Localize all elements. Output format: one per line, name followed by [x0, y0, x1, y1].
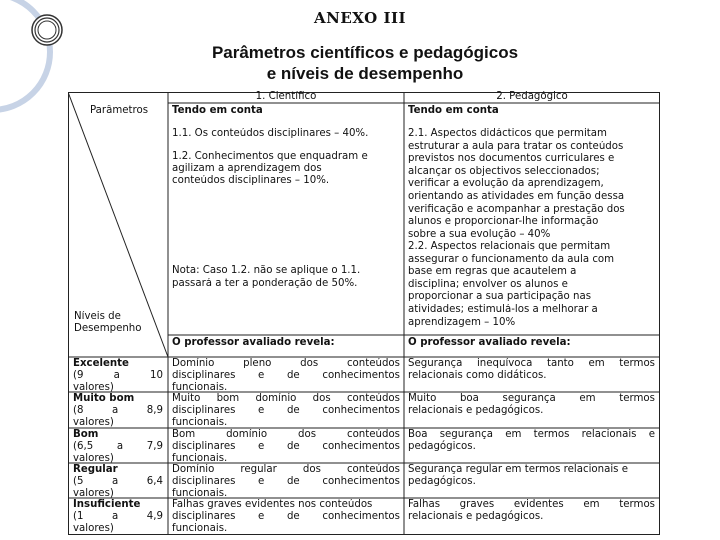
pedagogical-line-word: relacionais	[581, 429, 637, 440]
pedagogical-line	[408, 429, 655, 441]
scientific-criterion-1-2-line-2: agilizam a aprendizagem dos	[172, 163, 322, 174]
scientific-line: funcionais.	[172, 522, 228, 534]
pedagogical-line: pedagógicos.	[408, 440, 476, 452]
level-name: Muito bom	[73, 393, 135, 404]
level-insuficiente-label	[73, 499, 163, 534]
level-range-word: a	[112, 404, 119, 416]
scientific-line-word: conhecimentos	[322, 475, 400, 487]
pedagogical-criterion-2-1-line-7: alunos e proporcionar-lhe informação	[408, 216, 599, 228]
pedagogical-criterion-2-1-line-5: orientando as atividades em função dessa	[408, 191, 625, 202]
pedagogical-line-word: termos	[619, 358, 655, 369]
level-regular-label	[73, 464, 163, 499]
scientific-line-word: e	[258, 369, 265, 381]
scientific-line	[172, 511, 400, 523]
scientific-line-word: de	[286, 404, 300, 416]
pedagogical-criterion-2-2-line-5: atividades; estimulá-los a melhorar a	[408, 304, 598, 315]
scientific-line-word: conteúdos	[346, 429, 400, 440]
scientific-line-word: Domínio	[172, 464, 215, 475]
scientific-line-word: conteúdos	[346, 393, 400, 404]
pedagogical-line: relacionais como didáticos.	[408, 369, 547, 381]
level-insuficiente-pedagogical	[408, 499, 655, 523]
pedagogical-line-word: graves	[459, 499, 495, 510]
level-insuficiente-scientific	[172, 499, 400, 534]
scientific-line	[172, 405, 400, 417]
pedagogical-criterion-2-2-line-6: aprendizagem – 10%	[408, 316, 516, 328]
level-range-word: a	[113, 369, 120, 381]
level-range	[73, 476, 163, 488]
pedagogical-tendo-em-conta: Tendo em conta	[408, 105, 499, 116]
pedagogical-line-word: termos	[533, 429, 570, 440]
level-muito-bom-pedagogical	[408, 393, 655, 417]
pedagogical-line-word: em	[588, 358, 605, 369]
scientific-line-word: disciplinares	[172, 475, 236, 487]
level-range-unit: valores)	[73, 381, 114, 393]
scientific-line: funcionais.	[172, 416, 228, 428]
pedagogical-criterion-2-1-line-2: previstos nos documentos curriculares e	[408, 153, 615, 165]
scientific-line-word: domínio	[226, 429, 268, 440]
scientific-line-word: Muito	[172, 393, 201, 404]
level-range-word: (1	[73, 510, 84, 522]
scientific-line-word: e	[258, 404, 265, 416]
level-range-unit: valores)	[73, 416, 114, 428]
corner-levels-label-1: Níveis de	[74, 311, 121, 322]
scientific-line-word: de	[286, 510, 300, 522]
pedagogical-criterion-2-2-line-3: disciplina; envolver os alunos e	[408, 278, 568, 290]
scientific-line-word: dos	[298, 429, 317, 440]
level-excelente-pedagogical	[408, 358, 655, 382]
scientific-line: funcionais.	[172, 452, 228, 464]
scientific-criterion-1-2-line-3: conteúdos disciplinares – 10%.	[172, 175, 330, 186]
pedagogical-line-word: em	[583, 499, 600, 510]
level-bom-label	[73, 429, 163, 464]
scientific-line	[172, 476, 400, 488]
parameters-table	[68, 92, 660, 535]
scientific-line	[172, 441, 400, 453]
pedagogical-line: relacionais e pedagógicos.	[408, 510, 544, 522]
scientific-reveals-label: O professor avaliado revela:	[172, 337, 335, 348]
pedagogical-line-word: em	[579, 393, 596, 404]
pedagogical-criterion-2-2-line-2: base em regras que acautelem a	[408, 266, 577, 278]
level-name: Excelente	[73, 358, 129, 369]
pedagogical-criterion-2-2-title: 2.2. Aspectos relacionais que permitam	[408, 241, 611, 252]
pedagogical-line-word: tanto	[546, 358, 574, 369]
scientific-line-word: regular	[240, 464, 277, 475]
scientific-note-line-1: Nota: Caso 1.2. não se aplique o 1.1.	[172, 265, 361, 276]
level-range-unit: valores)	[73, 522, 114, 534]
scientific-line-word: disciplinares	[172, 369, 236, 381]
level-name: Regular	[73, 464, 118, 475]
pedagogical-criterion-2-1-line-1: estruturar a aula para tratar os conteúdos	[408, 140, 624, 152]
scientific-line-word: disciplinares	[172, 510, 236, 522]
pedagogical-line-word: e	[648, 429, 655, 440]
pedagogical-line-word: inequívoca	[476, 358, 533, 369]
scientific-line-word: de	[286, 440, 300, 452]
scientific-line-word: de	[286, 369, 300, 381]
level-range-word: 4,9	[146, 510, 163, 522]
scientific-line-word: domínio	[255, 393, 297, 404]
scientific-line-word: pleno	[243, 358, 272, 369]
scientific-note-line-2: passará a ter a ponderação de 50%.	[172, 278, 358, 289]
scientific-line: funcionais.	[172, 381, 228, 393]
level-muito-bom-label	[73, 393, 163, 428]
level-range-word: 7,9	[146, 440, 163, 452]
pedagogical-criterion-2-2-line-4: proporcionar a sua participação nas	[408, 291, 592, 303]
level-range	[73, 370, 163, 382]
level-bom-pedagogical	[408, 429, 655, 453]
level-range	[73, 511, 163, 523]
pedagogical-line: Segurança regular em termos relacionais e	[408, 464, 629, 475]
scientific-line-word: dos	[302, 464, 321, 475]
pedagogical-line-word: Falhas	[408, 499, 441, 510]
pedagogical-line-word: termos	[619, 393, 655, 404]
annex-label: ANEXO III	[314, 9, 406, 27]
level-regular-scientific	[172, 464, 400, 499]
scientific-line-word: conhecimentos	[322, 369, 400, 381]
level-range-word: a	[112, 510, 119, 522]
page-title	[0, 42, 720, 84]
pedagogical-reveals-label: O professor avaliado revela:	[408, 337, 571, 348]
level-excelente-label	[73, 358, 163, 393]
level-range-word: (6,5	[73, 440, 94, 452]
level-bom-scientific	[172, 429, 400, 464]
pedagogical-line-word: boa	[459, 393, 479, 404]
scientific-line-word: dos	[300, 358, 319, 369]
pedagogical-line	[408, 499, 655, 511]
pedagogical-line: relacionais e pedagógicos.	[408, 404, 544, 416]
col-heading-scientific: 1. Científico	[255, 91, 317, 102]
pedagogical-line-word: segurança	[439, 429, 493, 440]
level-excelente-scientific	[172, 358, 400, 393]
level-regular-pedagogical	[408, 464, 655, 488]
level-name: Bom	[73, 429, 99, 440]
corner-parameters-label: Parâmetros	[90, 105, 149, 116]
pedagogical-line-word: Boa	[408, 429, 428, 440]
pedagogical-line	[408, 358, 655, 370]
scientific-line-word: conhecimentos	[322, 510, 400, 522]
pedagogical-criterion-2-1-line-8: sobre a sua evolução – 40%	[408, 228, 551, 240]
scientific-line-word: conteúdos	[346, 464, 400, 475]
level-range-unit: valores)	[73, 452, 114, 464]
corner-levels-label-2: Desempenho	[74, 323, 142, 334]
scientific-line-word: de	[286, 475, 300, 487]
pedagogical-line-word: termos	[619, 499, 655, 510]
pedagogical-line-word: Segurança	[408, 358, 463, 369]
scientific-criterion-1-1: 1.1. Os conteúdos disciplinares – 40%.	[172, 128, 369, 139]
pedagogical-line: pedagógicos.	[408, 475, 476, 487]
level-range-word: 6,4	[146, 475, 163, 487]
level-range-word: (5	[73, 475, 84, 487]
scientific-line-word: conteúdos	[346, 358, 400, 369]
level-range-word: a	[116, 440, 124, 452]
level-range-word: a	[112, 475, 119, 487]
level-range-word: 10	[150, 369, 163, 381]
scientific-line	[172, 370, 400, 382]
scientific-line	[172, 429, 400, 441]
scientific-line	[172, 464, 400, 476]
pedagogical-criterion-2-1-title: 2.1. Aspectos didácticos que permitam	[408, 128, 607, 139]
pedagogical-line-word: Muito	[408, 393, 437, 404]
level-range-word: (8	[73, 404, 84, 416]
pedagogical-line-word: em	[505, 429, 522, 440]
level-range	[73, 405, 163, 417]
col-heading-pedagogical: 2. Pedagógico	[496, 91, 568, 102]
scientific-criterion-1-2-line-1: 1.2. Conhecimentos que enquadram e	[172, 151, 368, 162]
scientific-line: Falhas graves evidentes nos conteúdos	[172, 499, 373, 510]
scientific-line-word: e	[258, 510, 265, 522]
pedagogical-criterion-2-1-line-3: alcançar os objectivos seleccionados;	[408, 165, 600, 177]
scientific-line-word: dos	[312, 393, 331, 404]
scientific-line-word: disciplinares	[172, 404, 236, 416]
pedagogical-criterion-2-1-line-6: verificação e acompanhar a prestação dos	[408, 203, 625, 215]
pedagogical-line	[408, 393, 655, 405]
scientific-line-word: disciplinares	[172, 440, 236, 452]
level-range-unit: valores)	[73, 487, 114, 499]
title-line-2: e níveis de desempenho	[266, 64, 464, 83]
level-muito-bom-scientific	[172, 393, 400, 428]
scientific-line-word: e	[258, 475, 265, 487]
level-range-word: 8,9	[146, 404, 163, 416]
scientific-line-word: Domínio	[172, 358, 215, 369]
scientific-line	[172, 393, 400, 405]
level-name: Insuficiente	[73, 499, 141, 510]
scientific-line-word: conhecimentos	[322, 440, 400, 452]
scientific-line-word: e	[258, 440, 265, 452]
pedagogical-criterion-2-1-line-4: verificar a evolução da aprendizagem,	[408, 178, 604, 190]
scientific-line-word: bom	[216, 393, 240, 404]
scientific-line: funcionais.	[172, 487, 228, 499]
scientific-line-word: Bom	[172, 429, 196, 440]
level-range-word: (9	[73, 369, 84, 381]
title-line-1: Parâmetros científicos e pedagógicos	[211, 43, 519, 62]
scientific-line	[172, 358, 400, 370]
pedagogical-line-word: segurança	[502, 393, 556, 404]
scientific-tendo-em-conta: Tendo em conta	[172, 105, 263, 116]
pedagogical-line-word: evidentes	[513, 499, 564, 510]
pedagogical-criterion-2-2-line-1: assegurar o funcionamento da aula com	[408, 253, 615, 265]
level-range	[73, 441, 163, 453]
scientific-line-word: conhecimentos	[322, 404, 400, 416]
